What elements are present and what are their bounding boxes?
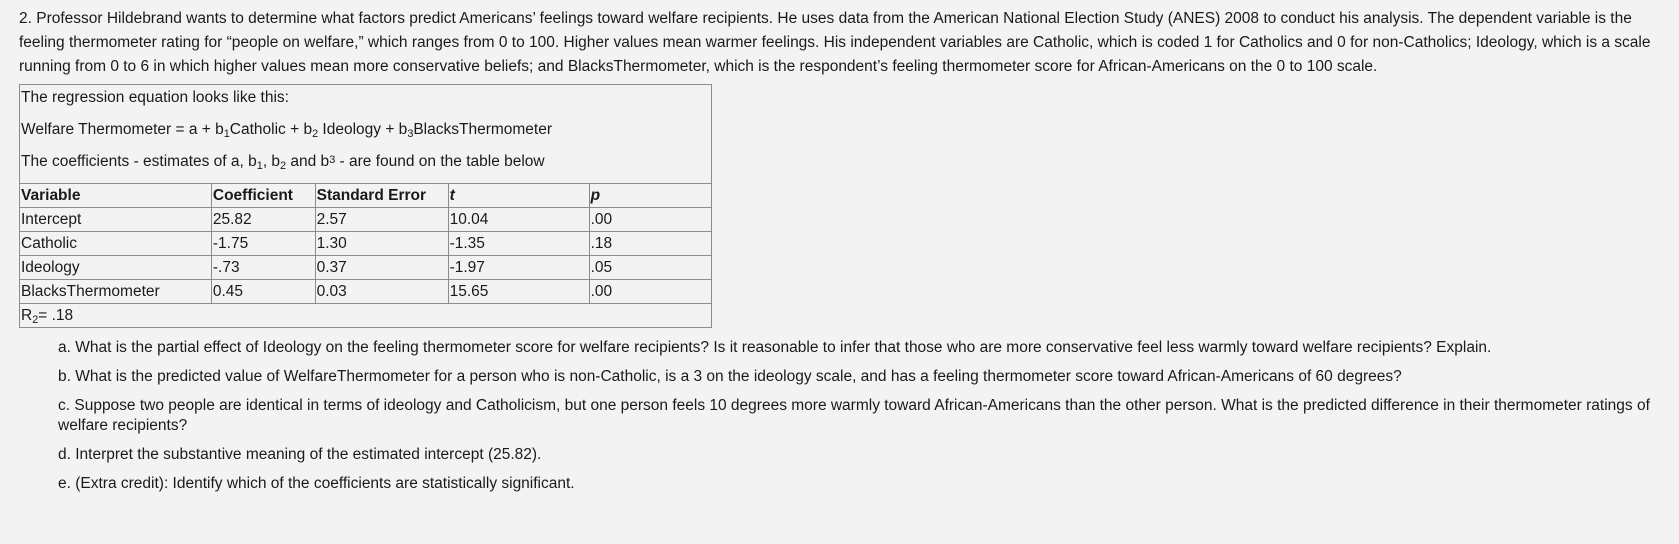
equation-heading: The regression equation looks like this: [21,89,289,106]
table-header-row [20,184,711,208]
cell-t: -1.97 [448,256,589,280]
cell-standard-error: 0.37 [315,256,448,280]
cell-coefficient: 25.82 [211,208,315,232]
cell-p: .00 [589,208,711,232]
cell-variable: Ideology [20,256,211,280]
cell-p: .05 [589,256,711,280]
r-squared-row [20,304,711,328]
cell-variable: Intercept [20,208,211,232]
cell-coefficient: -1.75 [211,232,315,256]
coefficients-note: The coefficients - estimates of a, $b_1$, $b_2$ and $b^3$ - are found on the table below [21,153,545,172]
regression-box [19,84,712,328]
question-intro: 2. Professor Hildebrand wants to determine what factors predict Americans’ feelings toward welfare recipients. He uses data from the American National Election Study (ANES) 2008 to conduct his analysis. The dependent variable is the feeling thermometer rating for “people on welfare,” which ranges from 0 to 100. Higher values mean warmer feelings. His independent variables are Catholic, which is coded 1 for Catholics and 0 for non-Catholics; Ideology, which is a scale running from 0 to 6 in which higher values mean more conservative beliefs; and BlacksThermometer, which is the respondent’s feeling thermometer score for African-Americans on the 0 to 100 scale. [19,10,1651,75]
cell-p: .00 [589,280,711,304]
question-a: a. What is the partial effect of Ideology on the feeling thermometer score for welfare recipients? Is it reasonable to infer that those who are more conservative feel less warmly toward welfare recipients? Explain. [58,339,1492,356]
table-row [20,280,711,304]
regression-equation: Welfare Thermometer = $a + b_1Catholic + b_2$ Ideology + $b_3BlacksThermometer$ [21,121,553,140]
regression-description [20,85,711,183]
regression-table [20,183,711,327]
cell-coefficient: 0.45 [211,280,315,304]
cell-standard-error: 2.57 [315,208,448,232]
question-list [19,338,1658,494]
cell-standard-error: 0.03 [315,280,448,304]
header-p: p [589,184,711,208]
header-standard-error: Standard Error [315,184,448,208]
table-row [20,256,711,280]
question-c: c. Suppose two people are identical in terms of ideology and Catholicism, but one person feels 10 degrees more warmly toward African-Americans than the other person. What is the predicted difference in their thermometer ratings of welfare recipients? [58,397,1650,434]
cell-variable: Catholic [20,232,211,256]
header-t: t [448,184,589,208]
cell-t: 10.04 [448,208,589,232]
cell-coefficient: -.73 [211,256,315,280]
question-d: d. Interpret the substantive meaning of the estimated intercept (25.82). [58,446,542,463]
cell-variable: BlacksThermometer [20,280,211,304]
header-coefficient: Coefficient [211,184,315,208]
header-variable: Variable [20,184,211,208]
table-row [20,208,711,232]
cell-standard-error: 1.30 [315,232,448,256]
cell-t: 15.65 [448,280,589,304]
r-squared: $R_2= .18$ [20,304,711,328]
question-b: b. What is the predicted value of WelfareThermometer for a person who is non-Catholic, is a 3 on the ideology scale, and has a feeling thermometer score toward African-Americans of 60 degrees? [58,368,1402,385]
cell-p: .18 [589,232,711,256]
question-e: e. (Extra credit): Identify which of the coefficients are statistically significant. [58,475,575,492]
cell-t: -1.35 [448,232,589,256]
table-row [20,232,711,256]
